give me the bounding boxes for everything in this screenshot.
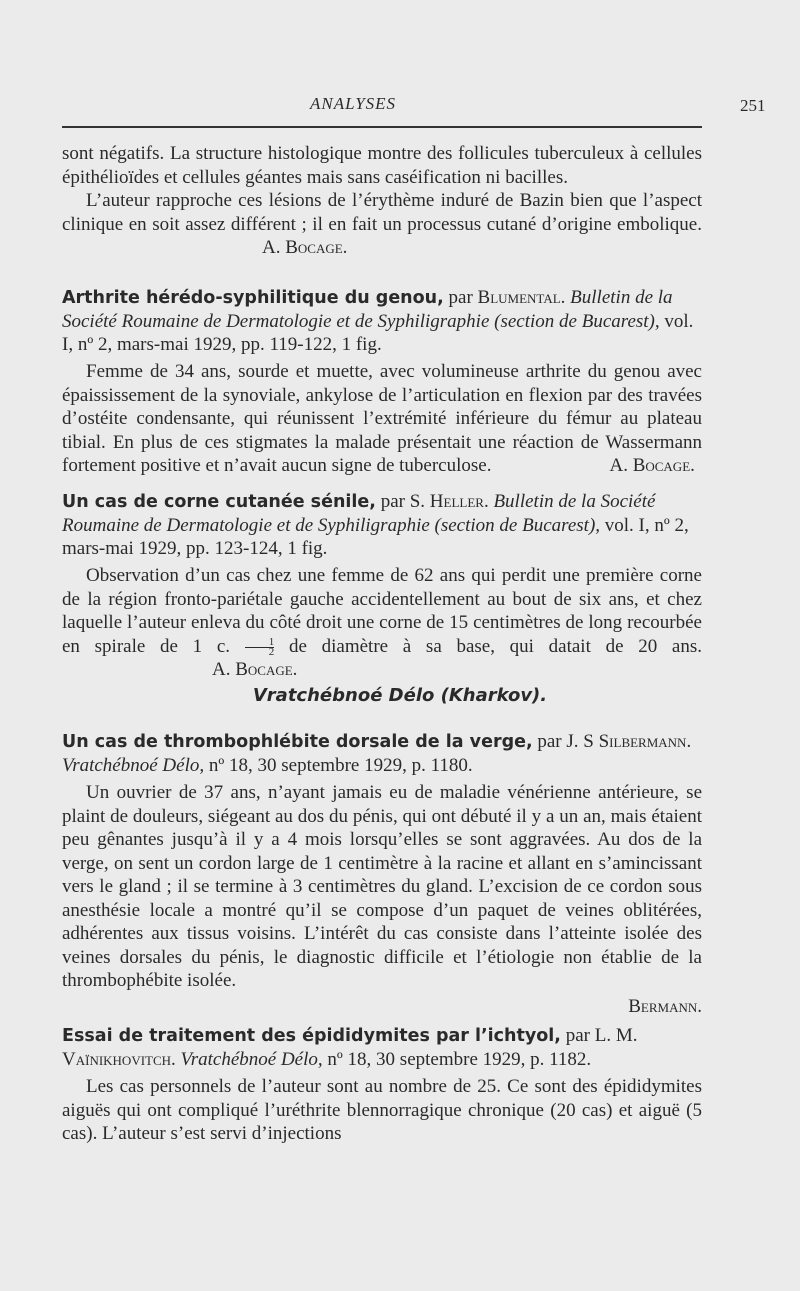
- article-heading: Arthrite hérédo-syphilitique du genou, par Blumental. Bulletin de la Société Roumaine de Dermatologie et de Syphiligraphie (section de Bucarest), vol. I, nº 2, mars-mai 1929, pp. 119-122, 1 fig.: [62, 287, 694, 355]
- header-rule: [62, 126, 702, 128]
- continuation-paragraph-2: L’auteur rapproche ces lésions de l’érythème induré de Bazin bien que l’aspect clinique en soit assez différent ; il en fait un processus cutané d’origine embolique.A. Bocage.: [62, 190, 702, 258]
- article-epididymites: [62, 1024, 702, 1146]
- article-title: Arthrite hérédo-syphilitique du genou,: [62, 288, 444, 308]
- article-journal: Bulletin de la Société Roumaine de Dermatologie et de Syphiligraphie (section de Bucarest),: [62, 491, 656, 536]
- continuation-block: [62, 142, 702, 260]
- article-journal: Vratchébnoé Délo,: [62, 755, 205, 776]
- signature: A. Bocage.: [262, 237, 348, 258]
- article-details: vol. I, nº 2, mars-mai 1929, pp. 123-124, 1 fig.: [62, 515, 689, 559]
- article-thrombophlebite: [62, 730, 702, 1018]
- journal-section-title: Vratchébnoé Délo (Kharkov).: [252, 685, 548, 706]
- article-body: Observation d’un cas chez une femme de 62 ans qui perdit une première corne de la région fronto-pariétale gauche accidentellement au bout de six ans, et chez laquelle l’auteur enleva du côté droit une corne de 15 centimètres de long recourbée en spirale de 1 c. $\frac{1}{2}$ de diamètre à sa base, qui datait de 20 ans.A. Bocage.: [62, 565, 703, 680]
- signature: Bermann.: [628, 995, 702, 1017]
- article-author: J. S Silbermann.: [566, 731, 692, 752]
- continuation-paragraph: sont négatifs. La structure histologique montre des follicules tuberculeux à cellules épithélioïdes et cellules géantes mais sans caséification ni bacilles.: [62, 143, 702, 188]
- article-title: Essai de traitement des épididymites par l’ichtyol,: [62, 1026, 561, 1046]
- article-title: Un cas de corne cutanée sénile,: [62, 492, 376, 512]
- article-body: Les cas personnels de l’auteur sont au nombre de 25. Ce sont des épididymites aiguës qui ont compliqué l’uréthrite blennorragique chronique (20 cas) et aiguë (5 cas). L’auteur s’est servi d’injections: [62, 1076, 702, 1144]
- article-heading: Un cas de corne cutanée sénile, par S. Heller. Bulletin de la Société Roumaine de Dermatologie et de Syphiligraphie (section de Bucarest), vol. I, nº 2, mars-mai 1929, pp. 123-124, 1 fig.: [62, 491, 689, 559]
- running-title: ANALYSES: [310, 94, 397, 113]
- signature: A. Bocage.: [609, 455, 695, 476]
- article-title: Un cas de thrombophlébite dorsale de la verge,: [62, 732, 533, 752]
- article-body: Femme de 34 ans, sourde et muette, avec volumineuse arthrite du genou avec épaississement de la synoviale, ankylose de l’articulation en flexion par des travées d’ostéite condensante, qui réunissent l’extrémité inférieure du fémur au plateau tibial. En plus de ces stigmates la malade présentait une réaction de Wassermann fortement positive et n’avait aucun signe de tuberculose. A. Bocage.: [62, 361, 702, 476]
- page-number: 251: [740, 96, 766, 115]
- article-details: nº 18, 30 septembre 1929, p. 1180.: [208, 755, 473, 776]
- article-author: Blumental.: [477, 287, 566, 308]
- article-body: Un ouvrier de 37 ans, n’ayant jamais eu de maladie vénérienne antérieure, se plaint de douleurs, siégeant au dos du pénis, qui ont débuté il y a un an, mais étaient peu gênantes jusqu’à il y a 4 mois lorsqu’elles se sont aggravées. Au dos de la verge, on sent un cordon large de 1 centimètre à la racine et allant en s’amincissant vers le gland ; il se termine à 3 centimètres du gland. L’excision de ce cordon sous anesthésie locale a montré qu’il se compose d’un paquet de veines oblitérées, adhérentes aux tissus voisins. L’intérêt du cas consiste dans l’atteinte isolée des veines dorsales du pénis, le diagnostic difficile et l’étiologie non établie de la thrombophébite isolée.: [62, 782, 702, 991]
- article-corne: [62, 490, 702, 682]
- article-author: S. Heller.: [409, 491, 489, 512]
- article-journal: Vratchébnoé Délo,: [180, 1049, 323, 1070]
- fraction-one-half: $\frac{1}{2}$: [245, 638, 275, 657]
- article-details: nº 18, 30 septembre 1929, p. 1182.: [327, 1049, 592, 1070]
- article-heading: Essai de traitement des épididymites par l’ichtyol, par L. M. Vaïnikhovitch. Vratchébnoé Délo, nº 18, 30 septembre 1929, p. 1182.: [62, 1025, 638, 1070]
- signature: A. Bocage.: [212, 659, 298, 680]
- article-journal: Bulletin de la Société Roumaine de Dermatologie et de Syphiligraphie (section de Bucarest),: [62, 287, 673, 332]
- article-heading: Un cas de thrombophlébite dorsale de la verge, par J. S Silbermann. Vratchébnoé Délo, nº 18, 30 septembre 1929, p. 1180.: [62, 731, 692, 776]
- article-author: L. M. Vaïnikhovitch.: [62, 1025, 638, 1070]
- article-details: vol. I, nº 2, mars-mai 1929, pp. 119-122, 1 fig.: [62, 311, 694, 355]
- article-arthrite: [62, 286, 702, 478]
